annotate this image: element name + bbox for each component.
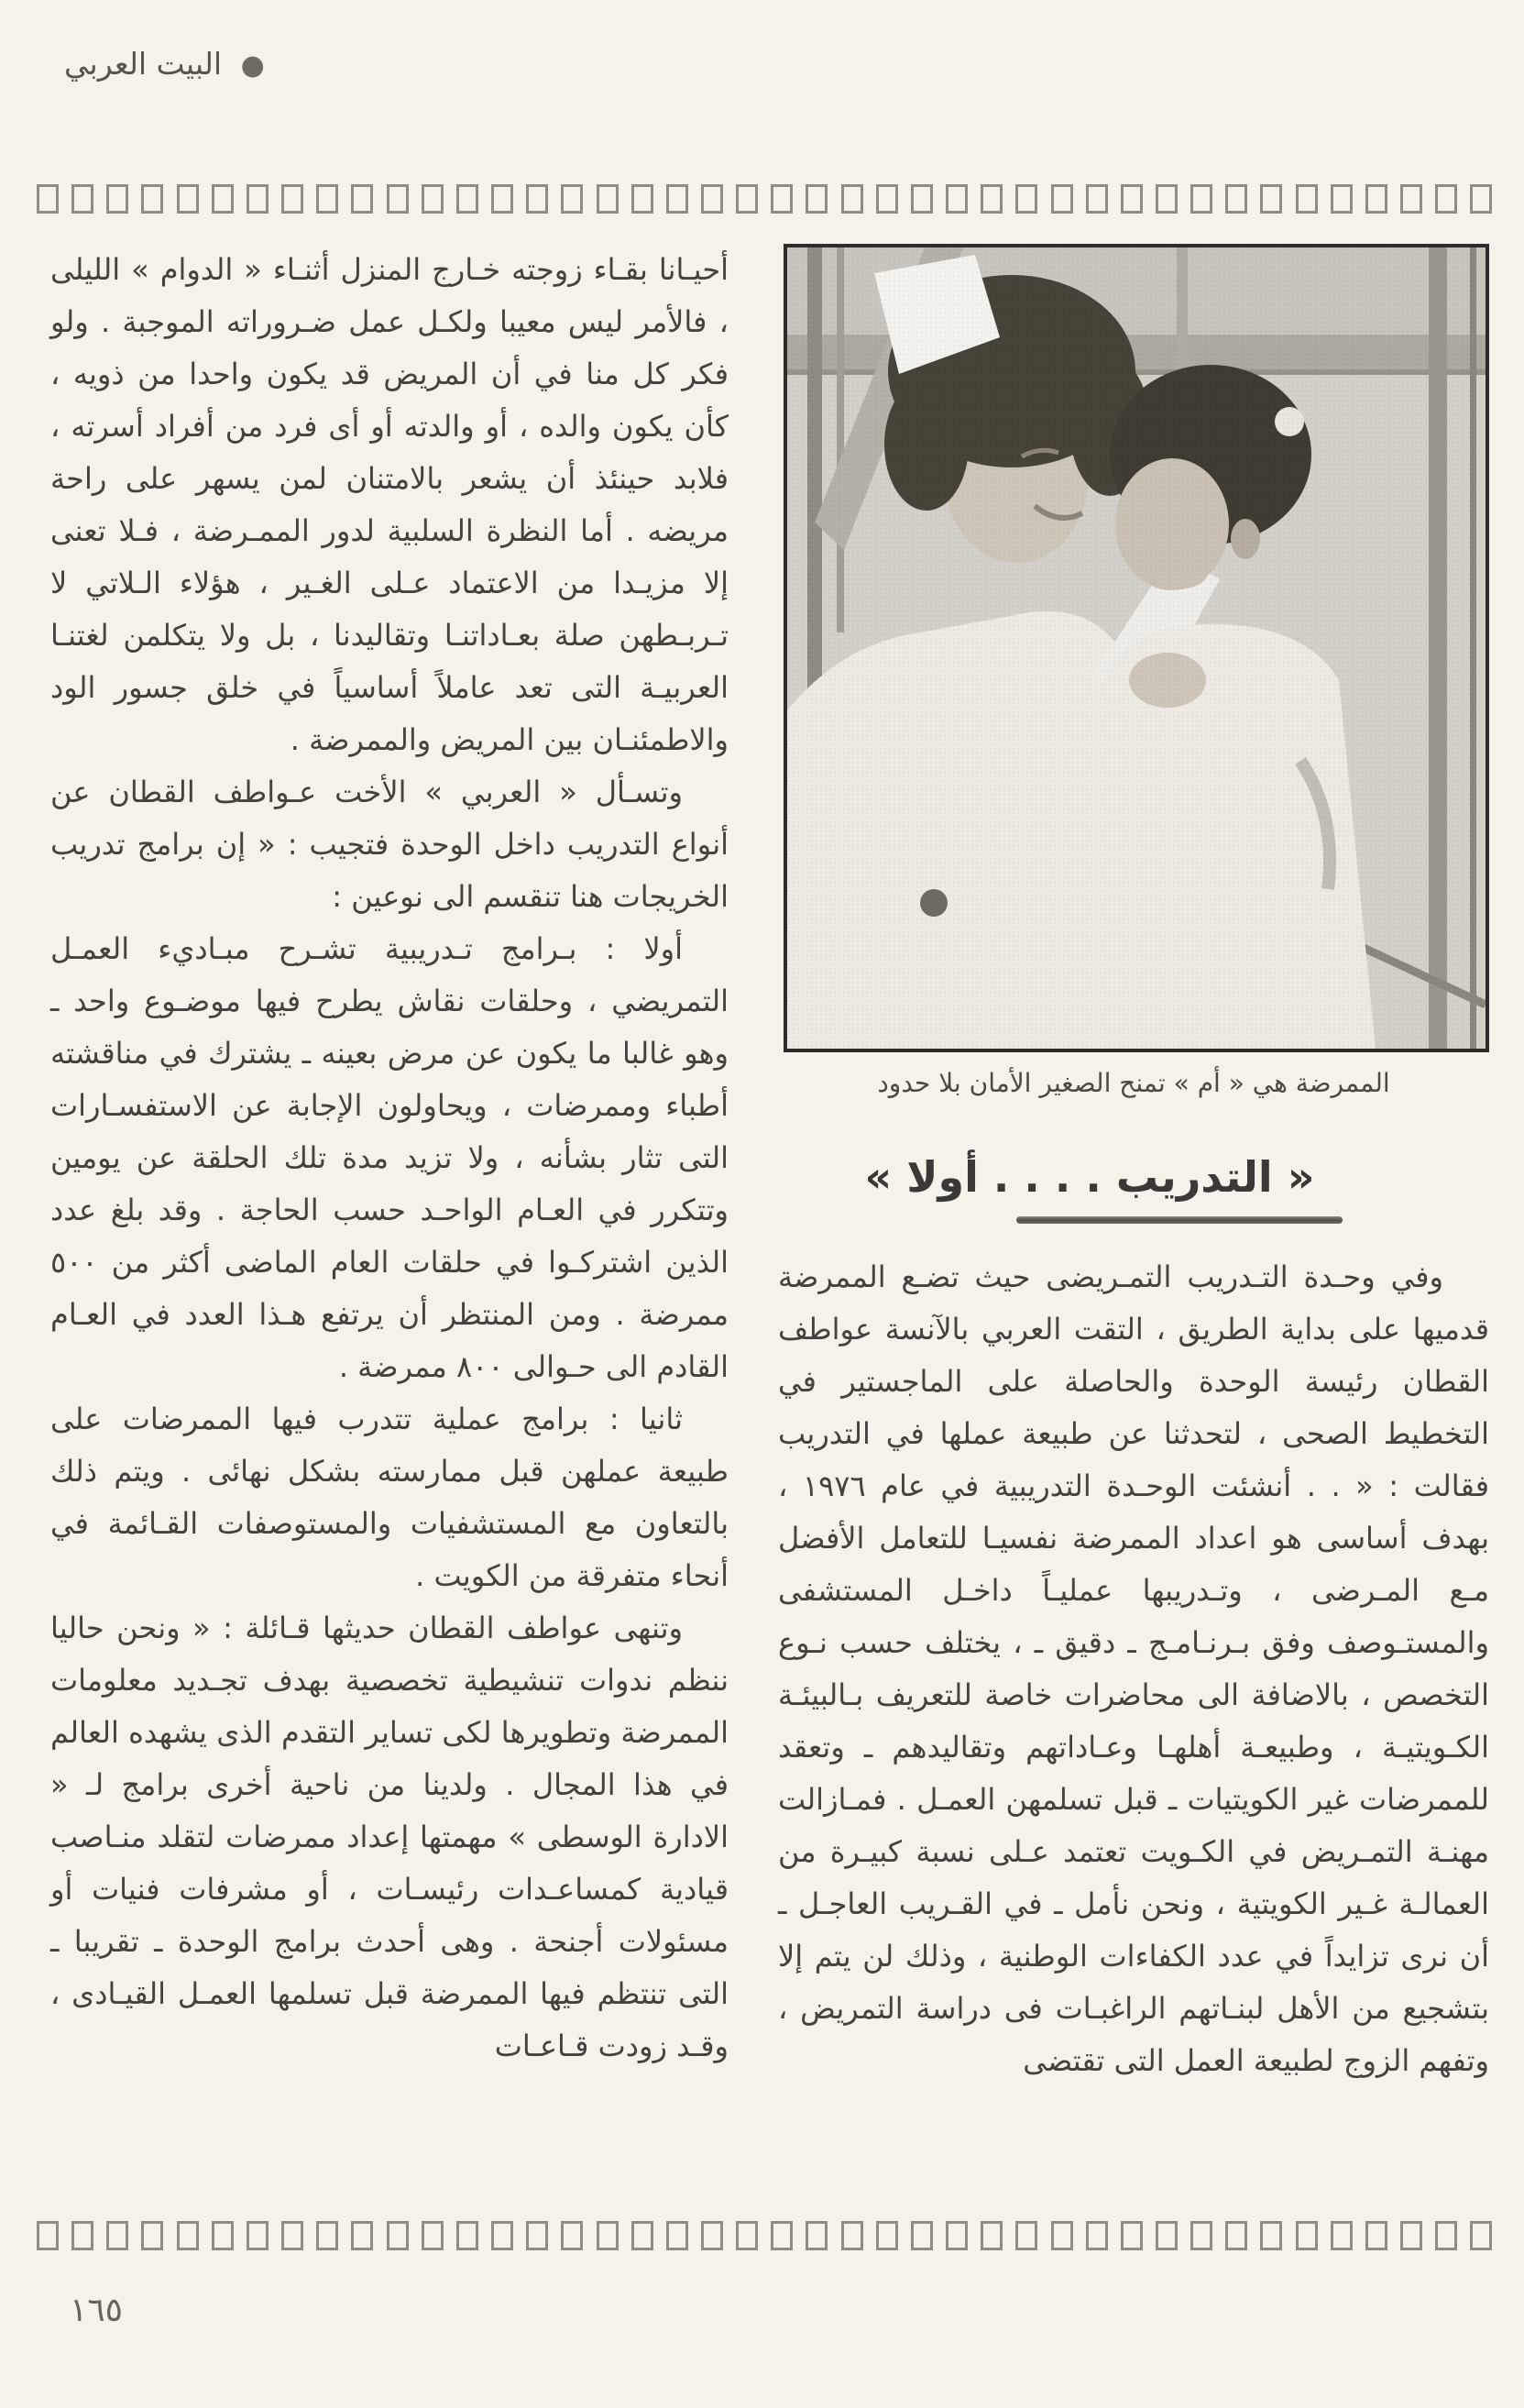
ornament-square — [631, 184, 653, 214]
paragraph: ثانيا : برامج عملية تتدرب فيها الممرضات على طبيعة عملهن قبل ممارسته بشكل نهائى . ويتم ذلك بالتعاون مع المستشفيات والمستوصفات القـائمة في أنحاء متفرقة من الكويت . — [50, 1402, 729, 1593]
ornament-square — [212, 184, 234, 214]
ornament-square — [456, 2221, 478, 2250]
ornament-square — [281, 184, 303, 214]
ornament-square — [1121, 184, 1143, 214]
ornament-square — [1086, 2221, 1108, 2250]
ornament-square — [177, 184, 199, 214]
ornament-square — [1260, 2221, 1282, 2250]
ornament-square — [981, 2221, 1003, 2250]
ornament-square — [701, 2221, 723, 2250]
ornament-square — [1435, 184, 1457, 214]
ornament-square — [1051, 184, 1073, 214]
ornament-square — [1086, 184, 1108, 214]
ornament-square — [316, 2221, 338, 2250]
ornament-square — [141, 2221, 163, 2250]
nurse-photo-illustration — [787, 247, 1486, 1049]
ornament-square — [1156, 2221, 1178, 2250]
ornament-square — [491, 184, 513, 214]
ornament-square — [491, 2221, 513, 2250]
paragraph: وفي وحـدة التـدريب التمـريضى حيث تضـع الممرضة قدميها على بداية الطريق ، التقت العربي بالآنسة عواطف القطان رئيسة الوحدة والحاصلة على الماجستير في التخطيط الصحى ، لتحدثنا عن طبيعة عملها في التدريب فقالت : « . . أنشئت الوحـدة التدريبية في عام ١٩٧٦ ، بهدف أساسى هو اعداد الممرضة نفسيـا للتعامل الأفضل مـع المـرضى ، وتـدريبها عمليـاً داخـل المستشفى والمستـوصف وفق بـرنـامـج ـ دقيق ـ ، يختلف حسب نـوع التخصص ، بالاضافة الى محاضرات خاصة للتعريف بـالبيئـة الكـويتيـة ، وطبيعـة أهلهـا وعـاداتهم وتقاليدهم ـ وتعقد للممرضات غير الكويتيات ـ قبل تسلمهن العمـل . فمـازالت مهنـة التمـريض في الكـويت تعتمد عـلى نسبة كبيـرة من العمالـة غـير الكويتية ، ونحن نأمل ـ في القـريب العاجـل ـ أن نرى تزايداً في عدد الكفاءات الوطنية ، وذلك لن يتم إلا بتشجيع من الأهل لبنـاتهم الراغبـات فى دراسة التمريض ، وتفهم الزوج لطبيعة العمل التى تقتضى — [778, 1259, 1490, 2078]
ornament-square — [1365, 184, 1387, 214]
ornament-square — [281, 2221, 303, 2250]
ornament-square — [37, 184, 59, 214]
masthead — [64, 46, 265, 82]
ornament-square — [1400, 184, 1422, 214]
paragraph: وتسـأل « العربي » الأخت عـواطف القطان عن أنواع التدريب داخل الوحدة فتجيب : « إن برامج تدريب الخريجات هنا تنقسم الى نوعين : — [50, 775, 729, 914]
bottom-ornament-border — [37, 2221, 1493, 2250]
section-heading-text: « التدريب . . . . أولا » — [864, 1152, 1315, 1202]
ornament-square — [71, 2221, 93, 2250]
ornament-square — [37, 2221, 59, 2250]
paragraph: أحيـانا بقـاء زوجته خـارج المنزل أثنـاء « الدوام » الليلى ، فالأمر ليس معيبا ولكـل عمل ضـروراته الموجبة . ولو فكر كل منا في أن المريض قد يكون واحدا من ذويه ، كأن يكون والده ، أو والدته أو أى فرد من أفراد أسرته ، فلابد حينئذ أن يشعر بالامتنان لمن يسهر على راحة مريضه . أما النظرة السلبية لدور الممـرضة ، فـلا تعنى إلا مزيـدا من الاعتماد عـلى الغـير ، هؤلاء الـلاتي لا تـربـطهن صلة بعـاداتنـا وتقاليدنا ، بل ولا يتكلمن لغتنـا العربيـة التى تعد عاملاً أساسياً في خلق جسور الود والاطمئنـان بين المريض والممرضة . — [50, 252, 729, 757]
ornament-square — [1365, 2221, 1387, 2250]
ornament-square — [806, 2221, 828, 2250]
ornament-square — [561, 184, 583, 214]
ornament-square — [981, 184, 1003, 214]
ornament-square — [666, 184, 688, 214]
ornament-square — [212, 2221, 234, 2250]
ornament-square — [1331, 184, 1353, 214]
ornament-square — [736, 184, 758, 214]
ornament-square — [806, 184, 828, 214]
ornament-square — [1190, 2221, 1212, 2250]
ornament-square — [1225, 184, 1247, 214]
ornament-square — [456, 184, 478, 214]
ornament-square — [351, 184, 373, 214]
heading-rule — [1016, 1216, 1343, 1224]
ornament-square — [876, 184, 898, 214]
ornament-square — [561, 2221, 583, 2250]
ornament-square — [1015, 2221, 1037, 2250]
ornament-square — [1435, 2221, 1457, 2250]
ornament-square — [422, 2221, 444, 2250]
ornament-square — [316, 184, 338, 214]
ornament-square — [387, 2221, 409, 2250]
ornament-square — [666, 2221, 688, 2250]
top-ornament-border — [37, 184, 1493, 214]
ornament-square — [1260, 184, 1282, 214]
magazine-section-title: البيت العربي — [64, 46, 223, 82]
ornament-square — [141, 184, 163, 214]
ornament-square — [177, 2221, 199, 2250]
ornament-square — [526, 2221, 548, 2250]
ornament-square — [876, 2221, 898, 2250]
ornament-square — [597, 184, 619, 214]
ornament-square — [1225, 2221, 1247, 2250]
left-column — [50, 244, 729, 2087]
ornament-square — [106, 2221, 128, 2250]
ornament-square — [771, 184, 793, 214]
ornament-square — [841, 184, 863, 214]
ornament-square — [841, 2221, 863, 2250]
photo-caption: الممرضة هي « أم » تمنح الصغير الأمان بلا حدود — [877, 1068, 1390, 1098]
ornament-square — [1156, 184, 1178, 214]
ornament-square — [911, 2221, 933, 2250]
ornament-square — [422, 184, 444, 214]
right-column-text — [778, 1251, 1489, 2087]
ornament-square — [1190, 184, 1212, 214]
ornament-square — [771, 2221, 793, 2250]
paragraph: وتنهى عواطف القطان حديثها قـائلة : « ونحن حاليا ننظم ندوات تنشيطية تخصصية بهدف تجـديد معلومات الممرضة وتطويرها لكى تساير التقدم الذى يشهده العالم في هذا المجال . ولدينا من ناحية أخرى برامج لـ « الادارة الوسطى » مهمتها إعداد ممرضات لتقلد منـاصب قيادية كمساعـدات رئيسـات ، أو مشرفات فنيات أو مسئولات أجنحة . وهى أحدث برامج الوحدة ـ تقريبا ـ التى تنتظم فيها الممرضة قبل تسلمها العمـل القيـادى ، وقـد زودت قـاعـات — [50, 1611, 729, 2063]
ornament-square — [526, 184, 548, 214]
ornament-square — [1015, 184, 1037, 214]
bullet-icon: ● — [240, 49, 265, 82]
ornament-square — [1296, 184, 1318, 214]
paragraph: أولا : بـرامج تـدريبية تشـرح مبـاديء العمـل التمريضي ، وحلقات نقاش يطرح فيها موضـوع واحد ـ وهو غالبا ما يكون عن مرض بعينه ـ يشترك في مناقشته أطباء وممرضات ، ويحاولون الإجابة عن الاستفسـارات التى تثار بشأنه ، ولا تزيد مدة تلك الحلقة عن يومين وتتكرر في العـام الواحـد حسب الحاجة . وقد بلغ عدد الذين اشتركـوا في حلقات العام الماضى أكثر من ٥٠٠ ممرضة . ومن المنتظر أن يرتفع هـذا العدد في العـام القادم الى حـوالى ٨٠٠ ممرضة . — [50, 931, 729, 1384]
ornament-square — [946, 184, 968, 214]
ornament-square — [1051, 2221, 1073, 2250]
ornament-square — [946, 2221, 968, 2250]
ornament-square — [387, 184, 409, 214]
ornament-square — [736, 2221, 758, 2250]
ornament-square — [597, 2221, 619, 2250]
ornament-square — [1331, 2221, 1353, 2250]
right-column — [778, 244, 1489, 2087]
ornament-square — [1296, 2221, 1318, 2250]
ornament-square — [1121, 2221, 1143, 2250]
ornament-square — [106, 184, 128, 214]
nurse-photo — [784, 244, 1489, 1052]
section-headline — [778, 1151, 1489, 1224]
ornament-square — [631, 2221, 653, 2250]
ornament-square — [1470, 2221, 1492, 2250]
ornament-square — [1470, 184, 1492, 214]
ornament-square — [71, 184, 93, 214]
ornament-square — [911, 184, 933, 214]
ornament-square — [247, 2221, 269, 2250]
ornament-square — [247, 184, 269, 214]
ornament-square — [701, 184, 723, 214]
article-content — [50, 244, 1489, 2087]
page-number: ١٦٥ — [70, 2292, 124, 2329]
ornament-square — [351, 2221, 373, 2250]
ornament-square — [1400, 2221, 1422, 2250]
